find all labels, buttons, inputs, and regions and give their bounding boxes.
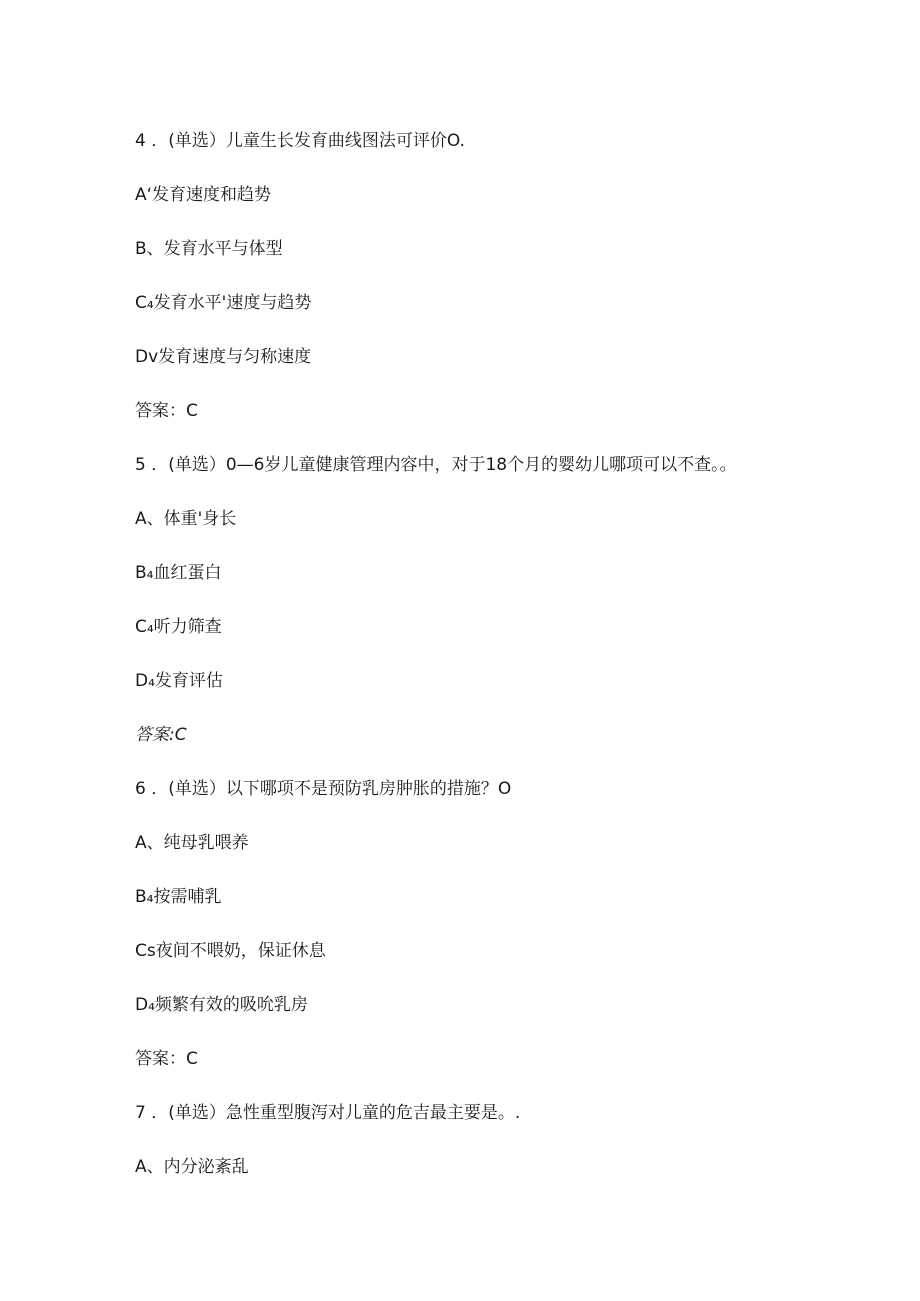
question-5-option-c: C₄听力筛查 [135,617,222,637]
question-6-option-a: A、纯母乳喂养 [135,833,249,853]
question-4-option-c: C₄发育水平'速度与趋势 [135,293,312,313]
question-5-stem: 5 ．(单选）0—6岁儿童健康管理内容中，对于18个月的婴幼儿哪项可以不查。。 [135,455,737,475]
question-4-answer: 答案：C [135,401,198,421]
question-4-option-b: B、发育水平与体型 [135,239,283,259]
question-7-option-a: A、内分泌紊乱 [135,1157,249,1177]
question-5-option-b: B₄血红蛋白 [135,563,222,583]
question-5-option-d: D₄发育评估 [135,671,223,691]
question-5-answer: 答案:C [135,725,187,745]
question-4-option-d: Dv发育速度与匀称速度 [135,347,312,367]
question-6-stem: 6 ．(单选）以下哪项不是预防乳房肿胀的措施？O [135,779,512,799]
question-6-answer: 答案：C [135,1049,198,1069]
question-6-option-d: D₄频繁有效的吸吮乳房 [135,995,308,1015]
question-5-option-a: A、体重'身长 [135,509,237,529]
question-6-option-c: Cs夜间不喂奶，保证休息 [135,941,326,961]
question-6-option-b: B₄按需哺乳 [135,887,222,907]
question-7-stem: 7 ．(单选）急性重型腹泻对儿童的危吉最主要是。. [135,1103,521,1123]
question-4-option-a: A‘发育速度和趋势 [135,185,272,205]
question-4-stem: 4 ．(单选）儿童生长发育曲线图法可评价O. [135,131,465,151]
